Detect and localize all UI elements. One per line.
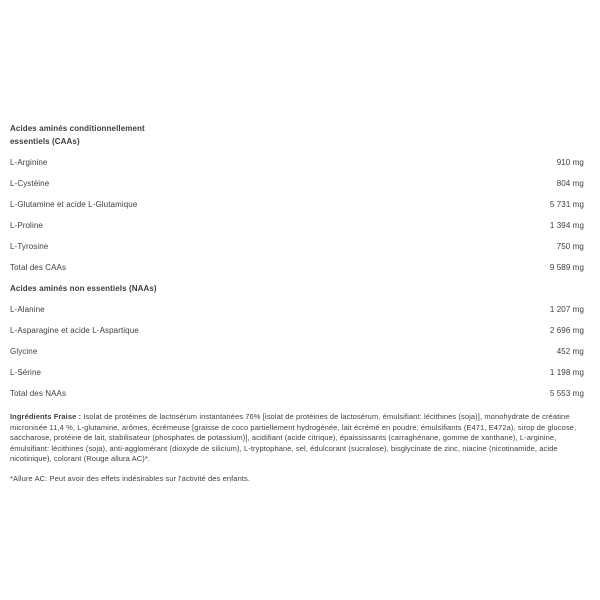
- row-value: 9 589 mg: [549, 263, 584, 272]
- table-row: [10, 257, 584, 278]
- row-value: 452 mg: [556, 347, 584, 356]
- row-label: L-Arginine: [10, 158, 48, 167]
- table-row: [10, 173, 584, 194]
- row-label: Total des CAAs: [10, 263, 67, 272]
- label-content: [10, 122, 584, 484]
- row-value: 910 mg: [556, 158, 584, 167]
- ingredients-paragraph: [10, 412, 584, 465]
- row-label: L-Proline: [10, 221, 43, 230]
- row-value: 5 731 mg: [549, 200, 584, 209]
- amino-acid-section: [10, 282, 584, 404]
- table-row: [10, 194, 584, 215]
- row-value: 1 394 mg: [549, 221, 584, 230]
- row-label: Total des NAAs: [10, 389, 67, 398]
- row-label: L-Cystéine: [10, 179, 50, 188]
- section-heading: Acides aminés non essentiels (NAAs): [10, 284, 157, 293]
- table-row: [10, 341, 584, 362]
- section-rows: [10, 299, 584, 404]
- row-value: 750 mg: [556, 242, 584, 251]
- table-row: [10, 152, 584, 173]
- table-row: [10, 236, 584, 257]
- row-label: L-Sérine: [10, 368, 42, 377]
- footnote-allura-warning: *Allure AC: Peut avoir des effets indésirables sur l'activité des enfants.: [10, 473, 251, 483]
- row-label: L-Asparagine et acide L-Aspartique: [10, 326, 139, 335]
- section-rows: [10, 152, 584, 278]
- table-row: [10, 215, 584, 236]
- table-row: [10, 383, 584, 404]
- row-label: Glycine: [10, 347, 38, 356]
- amino-acid-tables: [10, 122, 584, 404]
- row-label: L-Tyrosine: [10, 242, 49, 251]
- table-row: [10, 362, 584, 383]
- row-label: L-Glutamine et acide L-Glutamique: [10, 200, 138, 209]
- section-heading: Acides aminés conditionnellement essentiels (CAAs): [10, 124, 145, 146]
- amino-acid-section: [10, 122, 584, 278]
- row-value: 1 207 mg: [549, 305, 584, 314]
- ingredients-title: Ingrédients Fraise :: [10, 412, 82, 421]
- row-value: 5 553 mg: [549, 389, 584, 398]
- row-label: L-Alanine: [10, 305, 45, 314]
- table-row: [10, 320, 584, 341]
- row-value: 1 198 mg: [549, 368, 584, 377]
- row-value: 804 mg: [556, 179, 584, 188]
- ingredients-body: Isolat de protéines de lactosérum instantanées 76% [isolat de protéines de lactosérum, émulsifiant: lécithines (soja)], monohydrate de créatine micronisée 11,4 %, L-glutamine, arômes, écrémeuse [graisse de coco partiellement hydrogénée, lait écrémé en poudre, émulsifiants (E471, E472a), sirop de glucose, saccharose, protéine de lait, stabilisateur (phosphates de potassium)], acidifiant (acide citrique), épaississants (carraghénane, gomme de xanthane), L-arginine, émulsifiant: lécithines (soja), anti-agglomérant (dioxyde de silicium), L-tryptophane, sel, édulcorant (sucralose), bisglycinate de zinc, niacine (nicotinamide, acide nicotinique), colorant (Rouge allura AC)*.: [10, 412, 577, 463]
- table-row: [10, 299, 584, 320]
- row-value: 2 696 mg: [549, 326, 584, 335]
